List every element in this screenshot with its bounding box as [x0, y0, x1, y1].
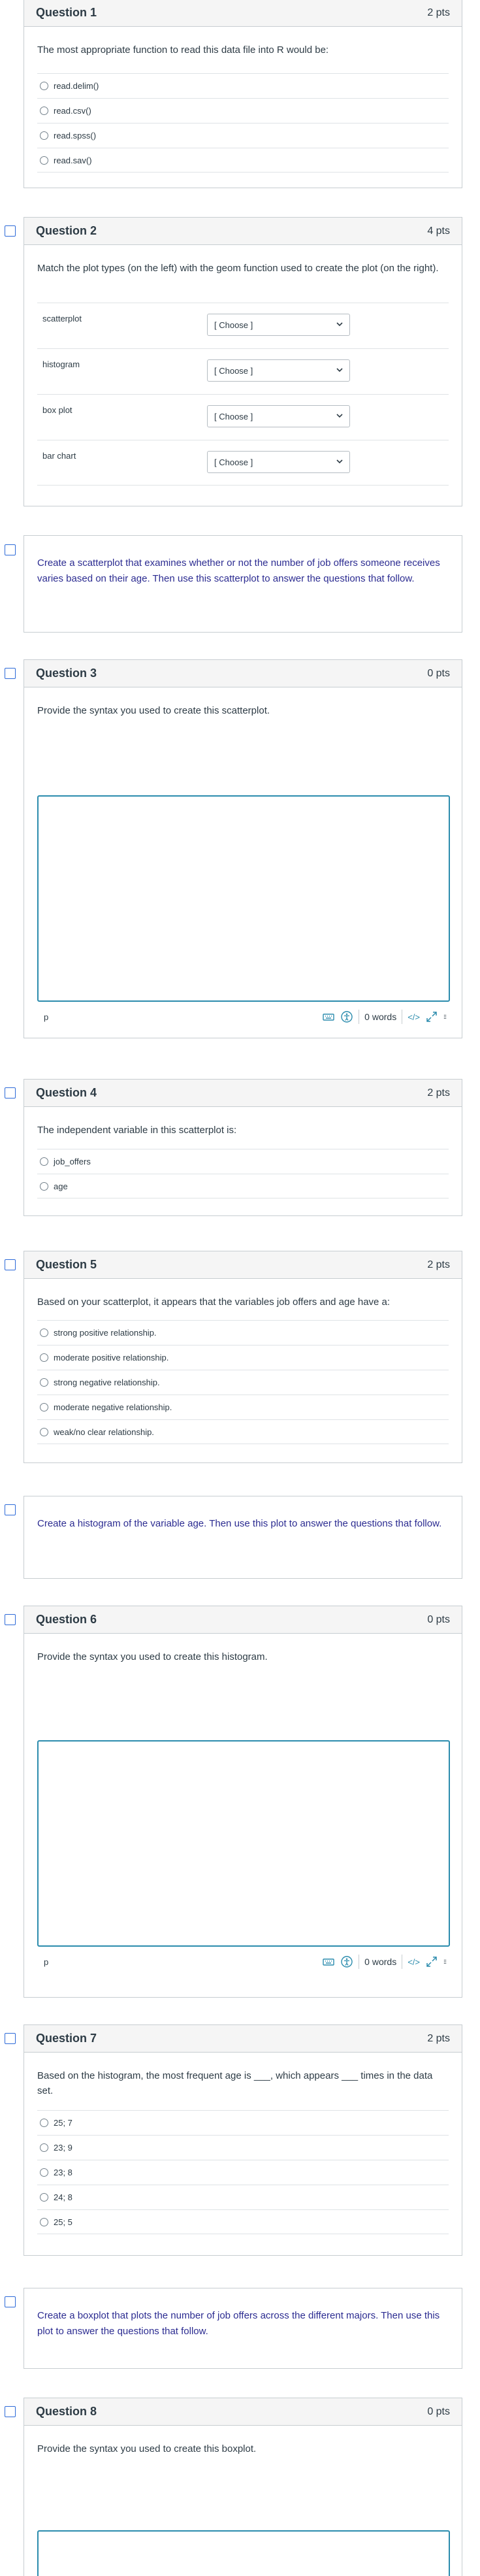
chevron-down-icon [335, 320, 344, 329]
radio-button[interactable] [40, 1157, 48, 1166]
select-value: [ Choose ] [214, 457, 253, 467]
question-text: Based on the histogram, the most frequent age is ___, which appears ___ times in the data set. [37, 2070, 433, 2096]
question-8 [24, 2398, 462, 2576]
accessibility-icon[interactable] [340, 1955, 353, 1968]
flag-question-8[interactable] [5, 2406, 16, 2417]
question-3 [24, 659, 462, 1038]
html-editor-toggle[interactable]: </> [408, 1012, 420, 1022]
editor-status-bar [37, 1953, 450, 1972]
radio-button[interactable] [40, 1329, 48, 1337]
answer-label: 23; 9 [54, 2143, 72, 2153]
question-text: Provide the syntax you used to create this boxplot. [37, 2443, 257, 2454]
html-editor-toggle[interactable]: </> [408, 1957, 420, 1967]
drag-handle-icon[interactable] [443, 1955, 450, 1968]
flag-question-5[interactable] [5, 1259, 16, 1270]
radio-button[interactable] [40, 2119, 48, 2127]
rich-text-editor[interactable] [37, 1740, 450, 1947]
match-row [37, 394, 449, 440]
answer-option[interactable] [37, 1345, 449, 1370]
radio-button[interactable] [40, 2193, 48, 2202]
rich-text-editor[interactable] [37, 795, 450, 1002]
question-5 [24, 1251, 462, 1463]
answer-label: moderate negative relationship. [54, 1402, 172, 1412]
question-6 [24, 1606, 462, 1998]
match-row [37, 440, 449, 486]
answer-label: read.spss() [54, 131, 97, 140]
match-label: bar chart [42, 451, 76, 461]
answer-option[interactable] [37, 98, 449, 123]
question-2 [24, 217, 462, 506]
question-text: The independent variable in this scatterplot is: [37, 1125, 237, 1136]
word-count: 0 words [359, 1955, 402, 1969]
flag-question-7[interactable] [5, 2033, 16, 2044]
chevron-down-icon [335, 457, 344, 466]
question-header [24, 218, 462, 245]
answer-label: moderate positive relationship. [54, 1353, 169, 1362]
radio-button[interactable] [40, 131, 48, 140]
radio-button[interactable] [40, 2143, 48, 2152]
answer-option[interactable] [37, 2110, 449, 2135]
question-points: 2 pts [427, 1087, 450, 1098]
editor-tools [322, 1010, 450, 1024]
question-header [24, 2025, 462, 2053]
match-select[interactable] [207, 405, 350, 427]
question-title: Question 8 [36, 2405, 97, 2418]
answer-label: 25; 7 [54, 2118, 72, 2128]
answer-option[interactable] [37, 73, 449, 98]
question-header [24, 1251, 462, 1279]
flag-question-4[interactable] [5, 1087, 16, 1098]
question-title: Question 3 [36, 667, 97, 680]
question-points: 0 pts [427, 667, 450, 679]
answer-list [37, 1320, 449, 1444]
answer-list [37, 1149, 449, 1198]
answer-option[interactable] [37, 2185, 449, 2209]
question-header [24, 2398, 462, 2426]
accessibility-icon[interactable] [340, 1010, 353, 1023]
chevron-down-icon [335, 411, 344, 420]
question-title: Question 1 [36, 6, 97, 19]
match-label: scatterplot [42, 314, 82, 323]
answer-label: age [54, 1181, 68, 1191]
radio-button[interactable] [40, 156, 48, 165]
answer-label: 23; 8 [54, 2168, 72, 2177]
answer-label: strong negative relationship. [54, 1378, 160, 1387]
answer-option[interactable] [37, 2135, 449, 2160]
answer-option[interactable] [37, 123, 449, 148]
flag-question-2[interactable] [5, 225, 16, 237]
match-row [37, 303, 449, 348]
question-title: Question 7 [36, 2032, 97, 2045]
question-points: 0 pts [427, 1613, 450, 1625]
question-header [24, 1080, 462, 1107]
answer-label: 25; 5 [54, 2217, 72, 2227]
question-text: Provide the syntax you used to create this scatterplot. [37, 705, 270, 716]
answer-list [37, 2110, 449, 2234]
match-label: box plot [42, 405, 72, 415]
radio-button[interactable] [40, 2218, 48, 2226]
radio-button[interactable] [40, 1353, 48, 1362]
question-title: Question 4 [36, 1086, 97, 1099]
question-title: Question 5 [36, 1258, 97, 1271]
select-value: [ Choose ] [214, 366, 253, 376]
question-points: 4 pts [427, 225, 450, 237]
element-path[interactable]: p [44, 1957, 49, 1967]
select-value: [ Choose ] [214, 320, 253, 330]
flag-question-3[interactable] [5, 668, 16, 679]
answer-option[interactable] [37, 1395, 449, 1419]
question-points: 0 pts [427, 2405, 450, 2417]
fullscreen-icon[interactable] [425, 1010, 438, 1023]
question-text: Provide the syntax you used to create this histogram. [37, 1651, 268, 1662]
answer-option[interactable] [37, 1419, 449, 1444]
radio-button[interactable] [40, 1428, 48, 1436]
flag-text-block[interactable] [5, 1504, 16, 1515]
keyboard-icon[interactable] [322, 1010, 335, 1023]
answer-label: job_offers [54, 1157, 91, 1166]
question-points: 2 pts [427, 2032, 450, 2044]
question-header [24, 660, 462, 687]
answer-label: 24; 8 [54, 2192, 72, 2202]
answer-option[interactable] [37, 1320, 449, 1345]
instruction-block: Create a histogram of the variable age. Then use this plot to answer the questions that follow. [24, 1496, 462, 1579]
chevron-down-icon [335, 365, 344, 374]
answer-label: read.csv() [54, 106, 91, 116]
answer-option[interactable] [37, 148, 449, 173]
question-text: The most appropriate function to read this data file into R would be: [37, 44, 329, 56]
radio-button[interactable] [40, 2168, 48, 2177]
answer-option[interactable] [37, 1370, 449, 1395]
answer-list [37, 73, 449, 173]
question-points: 2 pts [427, 1259, 450, 1270]
match-select[interactable] [207, 359, 350, 382]
radio-button[interactable] [40, 1182, 48, 1191]
answer-option[interactable] [37, 2160, 449, 2185]
radio-button[interactable] [40, 1403, 48, 1412]
editor-tools [322, 1955, 450, 1969]
question-4 [24, 1079, 462, 1216]
question-7 [24, 2024, 462, 2256]
match-row [37, 348, 449, 394]
radio-button[interactable] [40, 1378, 48, 1387]
select-value: [ Choose ] [214, 412, 253, 421]
answer-label: read.delim() [54, 81, 99, 91]
question-text: Based on your scatterplot, it appears that the variables job offers and age have a: [37, 1296, 391, 1308]
editor-status-bar [37, 1008, 450, 1027]
drag-handle-icon[interactable] [443, 1010, 450, 1023]
flag-text-block[interactable] [5, 2296, 16, 2307]
match-select[interactable] [207, 314, 350, 336]
fullscreen-icon[interactable] [425, 1955, 438, 1968]
element-path[interactable]: p [44, 1012, 49, 1022]
rich-text-editor[interactable] [37, 2530, 450, 2576]
radio-button[interactable] [40, 107, 48, 115]
instruction-block: Create a boxplot that plots the number of job offers across the different majors. Then use this plot to answer the questions that follow. [24, 2288, 462, 2369]
question-points: 2 pts [427, 7, 450, 18]
match-label: histogram [42, 359, 80, 369]
radio-button[interactable] [40, 82, 48, 90]
match-select[interactable] [207, 451, 350, 473]
answer-label: weak/no clear relationship. [54, 1427, 154, 1437]
question-header [24, 1606, 462, 1634]
answer-option[interactable] [37, 1174, 449, 1198]
answer-label: read.sav() [54, 155, 92, 165]
question-1 [24, 0, 462, 188]
keyboard-icon[interactable] [322, 1955, 335, 1968]
word-count: 0 words [359, 1010, 402, 1024]
flag-question-6[interactable] [5, 1614, 16, 1625]
instruction-block: Create a scatterplot that examines whether or not the number of job offers someone receives varies based on their age. Then use this scatterplot to answer the questions that follow. [24, 535, 462, 633]
question-title: Question 6 [36, 1613, 97, 1626]
question-title: Question 2 [36, 224, 97, 237]
answer-option[interactable] [37, 2209, 449, 2234]
flag-text-block[interactable] [5, 544, 16, 555]
question-text: Match the plot types (on the left) with the geom function used to create the plot (on the right). [37, 263, 439, 274]
answer-label: strong positive relationship. [54, 1328, 157, 1338]
answer-option[interactable] [37, 1149, 449, 1174]
question-header [24, 0, 462, 27]
